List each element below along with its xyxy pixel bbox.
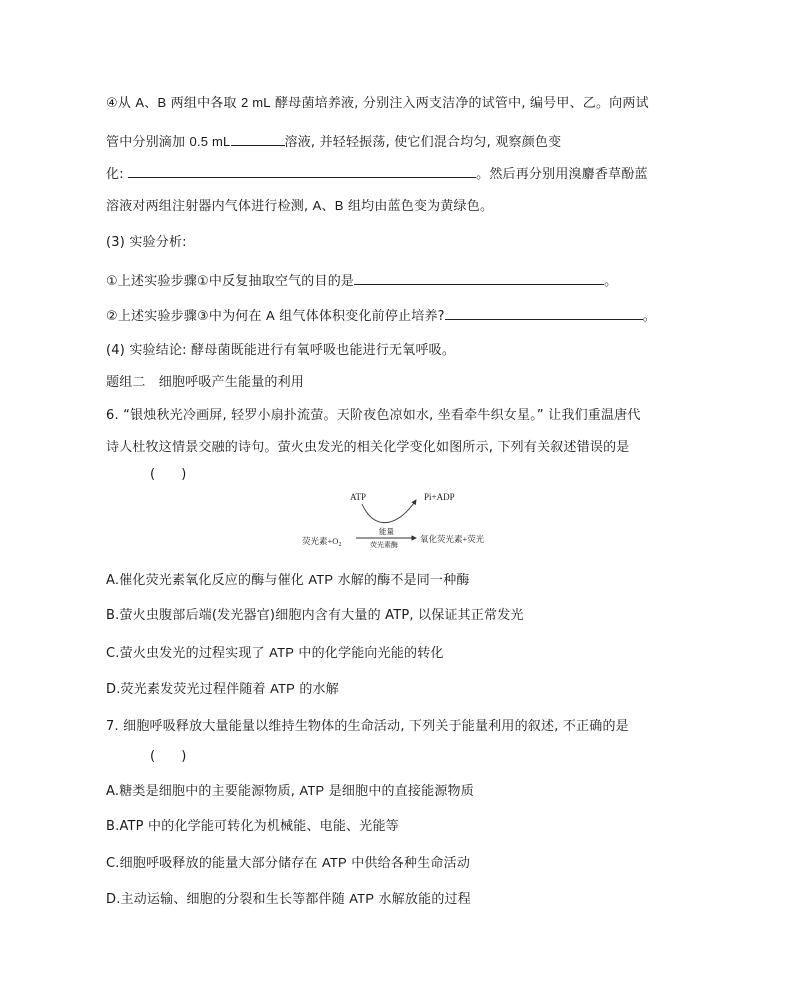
step4-text: 溶液, 并轻轻振荡, 使它们混合均匀, 观察颜色变: [284, 135, 562, 150]
option-text: 水解的酶不是同一种酶: [333, 573, 470, 588]
atp-term: ATP: [321, 855, 347, 870]
option-text: 中的化学能向光能的转化: [294, 646, 444, 661]
energy-label: 能量: [379, 527, 394, 536]
step4-line2: [106, 131, 561, 153]
group-label: A: [266, 308, 275, 323]
product-label: 氧化荧光素+荧光: [420, 534, 485, 544]
option-text: 催化荧光素氧化反应的酶与催化: [119, 573, 309, 588]
option-label: D.: [106, 682, 121, 697]
conclusion: (4) 实验结论: 酵母菌既能进行有氧呼吸也能进行无氧呼吸。: [106, 343, 456, 358]
group2-title: 题组二 细胞呼吸产生能量的利用: [106, 375, 305, 390]
option-label: A.: [106, 573, 120, 588]
option-label: C.: [106, 646, 120, 661]
q6-option-a[interactable]: [106, 570, 470, 591]
question-text: ①上述实验步骤①中反复抽取空气的目的是: [106, 274, 355, 289]
q7-stem-line1: 7. 细胞呼吸释放大量能量以维持生物体的生命活动, 下列关于能量利用的叙述, 不正确的是: [106, 719, 629, 734]
volume-value: 2 mL: [241, 95, 271, 110]
group-labels: A、B: [312, 198, 344, 213]
option-text: 的水解: [295, 682, 339, 697]
answer-blank[interactable]: [354, 270, 604, 285]
reactant-label: 荧光素$+O_2$: [302, 536, 342, 548]
luciferin-reaction-diagram: [300, 486, 500, 556]
option-label: D.: [106, 892, 121, 907]
option-label: B.: [106, 819, 120, 834]
question-text: ②上述实验步骤③中为何在: [106, 309, 267, 324]
atp-hydrolysis-arrow: [362, 500, 416, 523]
atp-term: ATP: [270, 681, 296, 696]
analysis-q1: [106, 270, 617, 292]
group-labels: A、B: [135, 95, 167, 110]
atp-term: ATP: [269, 645, 295, 660]
answer-blank[interactable]: [128, 163, 476, 178]
q6-answer-paren[interactable]: [150, 465, 187, 485]
analysis-heading: (3) 实验分析:: [106, 235, 187, 250]
q7-option-a[interactable]: [106, 781, 474, 802]
option-text: 主动运输、细胞的分裂和生长等都伴随: [120, 892, 350, 907]
option-text: 萤火虫发光的过程实现了: [119, 646, 270, 661]
q7-answer-paren[interactable]: [150, 747, 187, 767]
q6-option-c[interactable]: [106, 643, 444, 664]
option-text: 萤火虫腹部后端(发光器官)细胞内含有大量的 ATP, 以保证其正常发光: [119, 608, 524, 623]
step4-text: ④从: [106, 96, 136, 111]
option-text: 是细胞中的直接能源物质: [324, 784, 474, 799]
q6-stem-line2: 诗人杜牧这情景交融的诗句。萤火虫发光的相关化学变化如图所示, 下列有关叙述错误的是: [106, 440, 630, 455]
q7-option-b[interactable]: [106, 817, 399, 837]
option-label: C.: [106, 856, 120, 871]
option-text: 荧光素发荧光过程伴随着: [120, 682, 271, 697]
step4-text: 化:: [106, 167, 129, 182]
step4-text: 酵母菌培养液, 分别注入两支洁净的试管中, 编号甲、乙。向两试: [270, 96, 649, 111]
enzyme-label: 荧光素酶: [370, 541, 398, 549]
option-text: 水解放能的过程: [374, 892, 471, 907]
step4-text: 溶液对两组注射器内气体进行检测,: [106, 199, 313, 214]
step4-line4: [106, 196, 493, 217]
option-text: 中供给各种生命活动: [346, 856, 471, 871]
answer-paren: ( ): [150, 467, 187, 482]
atp-term: ATP: [308, 572, 334, 587]
atp-label: ATP: [350, 492, 367, 502]
q7-option-d[interactable]: [106, 889, 471, 910]
step4-line1: [106, 93, 649, 114]
pi-adp-label: Pi+ADP: [424, 492, 455, 502]
q6-stem-line1: 6. “银烛秋光冷画屏, 轻罗小扇扑流萤。天阶夜色凉如水, 坐看牵牛织女星。” 让我们重温唐代: [106, 408, 641, 423]
analysis-q2: [106, 305, 656, 327]
option-text: 糖类是细胞中的主要能源物质,: [119, 784, 300, 799]
option-text: 细胞呼吸释放的能量大部分储存在: [119, 856, 322, 871]
answer-paren: ( ): [150, 749, 187, 764]
step4-text: 。然后再分别用溴麝香草酚蓝: [476, 167, 648, 182]
answer-blank[interactable]: [445, 305, 643, 320]
answer-blank[interactable]: [231, 131, 285, 146]
q6-option-d[interactable]: [106, 679, 339, 700]
q6-option-b[interactable]: [106, 606, 524, 626]
option-label: B.: [106, 608, 120, 623]
q7-option-c[interactable]: [106, 853, 470, 874]
volume-value: 0.5 mL: [189, 134, 231, 149]
option-text: ATP 中的化学能可转化为机械能、电能、光能等: [119, 819, 399, 834]
atp-term: ATP: [299, 783, 325, 798]
atp-term: ATP: [349, 891, 375, 906]
punct: 。: [642, 309, 656, 324]
punct: 。: [604, 274, 618, 289]
step4-text: 组均由蓝色变为黄绿色。: [343, 199, 494, 214]
option-label: A.: [106, 784, 120, 799]
step4-text: 管中分别滴加: [106, 135, 190, 150]
step4-text: 两组中各取: [166, 96, 242, 111]
question-text: 组气体体积变化前停止培养?: [274, 309, 445, 324]
step4-line3: [106, 163, 648, 185]
